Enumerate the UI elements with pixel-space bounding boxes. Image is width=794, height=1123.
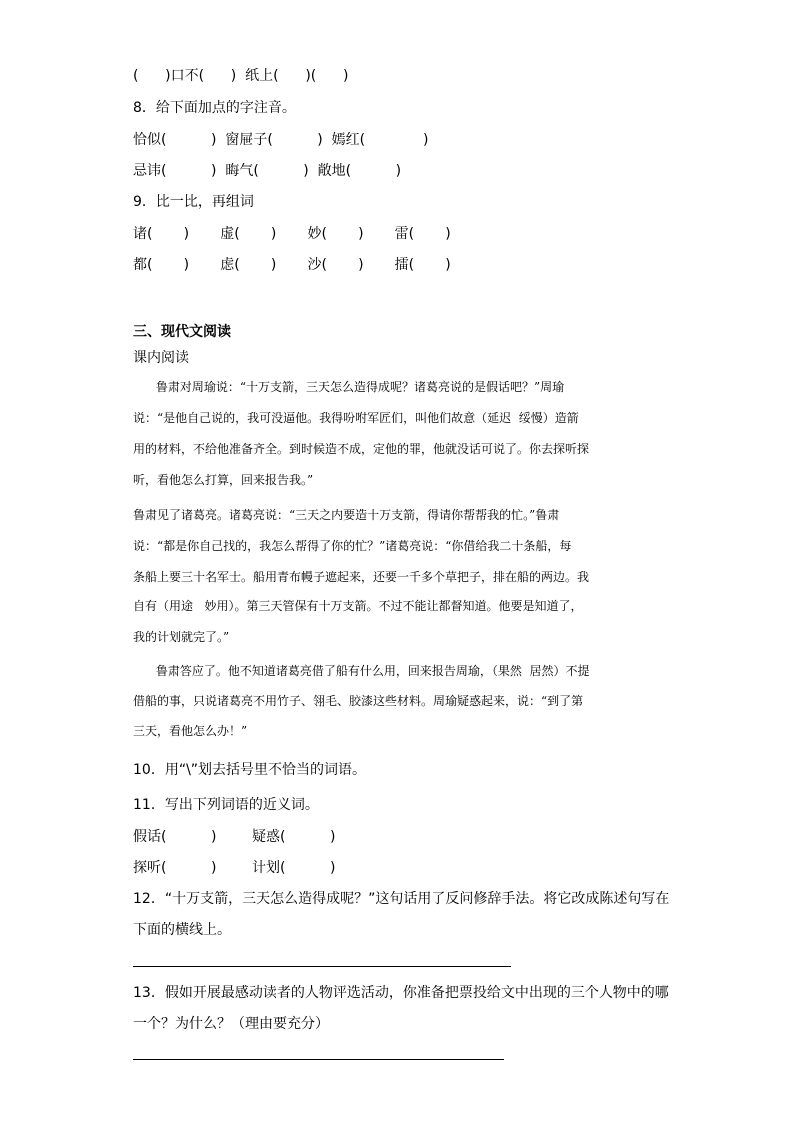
reading-line: 鲁肃答应了。他不知道诸葛亮借了船有什么用，回来报告周瑜，（果然 居然）不提 (133, 664, 590, 678)
question-13-line-1: 13．假如开展最感动读者的人物评选活动，你准备把票投给文中出现的三个人物中的哪 (133, 985, 669, 1001)
question-11-row-1: 假话( ) 疑惑( ) (133, 829, 336, 845)
reading-line: 用的材料，不给他准备齐全。到时候造不成，定他的罪，他就没话可说了。你去探听探 (133, 442, 590, 456)
fill-blank-row: ( )口不( ) 纸上( )( ) (133, 68, 349, 84)
question-8-row-1: 恰似( ) 窗屉子( ) 嫣红( ) (133, 132, 429, 148)
answer-line-13[interactable] (133, 1059, 504, 1060)
reading-line: 自有（用途 妙用）。第三天管保有十万支箭。不过不能让都督知道。他要是知道了， (133, 599, 583, 613)
section-subtitle: 课内阅读 (133, 350, 189, 366)
question-10-title: 10．用“\”划去括号里不恰当的词语。 (133, 762, 367, 778)
reading-line: 说：“都是你自己找的，我怎么帮得了你的忙？”诸葛亮说：“你借给我二十条船，每 (133, 539, 572, 553)
question-8-row-2: 忌讳( ) 晦气( ) 敞地( ) (133, 163, 402, 179)
reading-line: 三天，看他怎么办！” (133, 724, 248, 738)
reading-line: 听，看他怎么打算，回来报告我。” (133, 473, 314, 487)
question-11-row-2: 探听( ) 计划( ) (133, 860, 336, 876)
reading-line: 说：“是他自己说的，我可没逼他。我得吩咐军匠们，叫他们故意（延迟 绥慢）造箭 (133, 411, 579, 425)
answer-line-12[interactable] (133, 966, 511, 967)
question-12-line-1: 12．“十万支箭，三天怎么造得成呢？”这句话用了反问修辞手法。将它改成陈述句写在 (133, 891, 670, 907)
reading-line: 借船的事，只说诸葛亮不用竹子、翎毛、胶漆这些材料。周瑜疑惑起来，说：“到了第 (133, 694, 584, 708)
question-12-line-2: 下面的横线上。 (133, 922, 231, 938)
question-9-row-1: 诸( ) 虚( ) 妙( ) 雷( ) (133, 226, 451, 242)
reading-line: 条船上要三十名军士。船用青布幔子遮起来，还要一千多个草把子，排在船的两边。我 (133, 570, 590, 584)
question-8-title: 8．给下面加点的字注音。 (133, 100, 296, 116)
reading-line: 鲁肃见了诸葛亮。诸葛亮说：“三天之内要造十万支箭，得请你帮帮我的忙。”鲁肃 (133, 508, 560, 522)
question-9-title: 9．比一比，再组词 (133, 194, 254, 210)
question-9-row-2: 都( ) 虑( ) 沙( ) 擂( ) (133, 257, 451, 273)
question-13-line-2: 一个？为什么？（理由要充分） (133, 1016, 329, 1032)
reading-line: 鲁肃对周瑜说：“十万支箭，三天怎么造得成呢？诸葛亮说的是假话吧？”周瑜 (133, 380, 565, 394)
section-title: 三、现代文阅读 (133, 324, 231, 340)
question-11-title: 11．写出下列词语的近义词。 (133, 797, 319, 813)
reading-line: 我的计划就完了。” (133, 630, 230, 644)
